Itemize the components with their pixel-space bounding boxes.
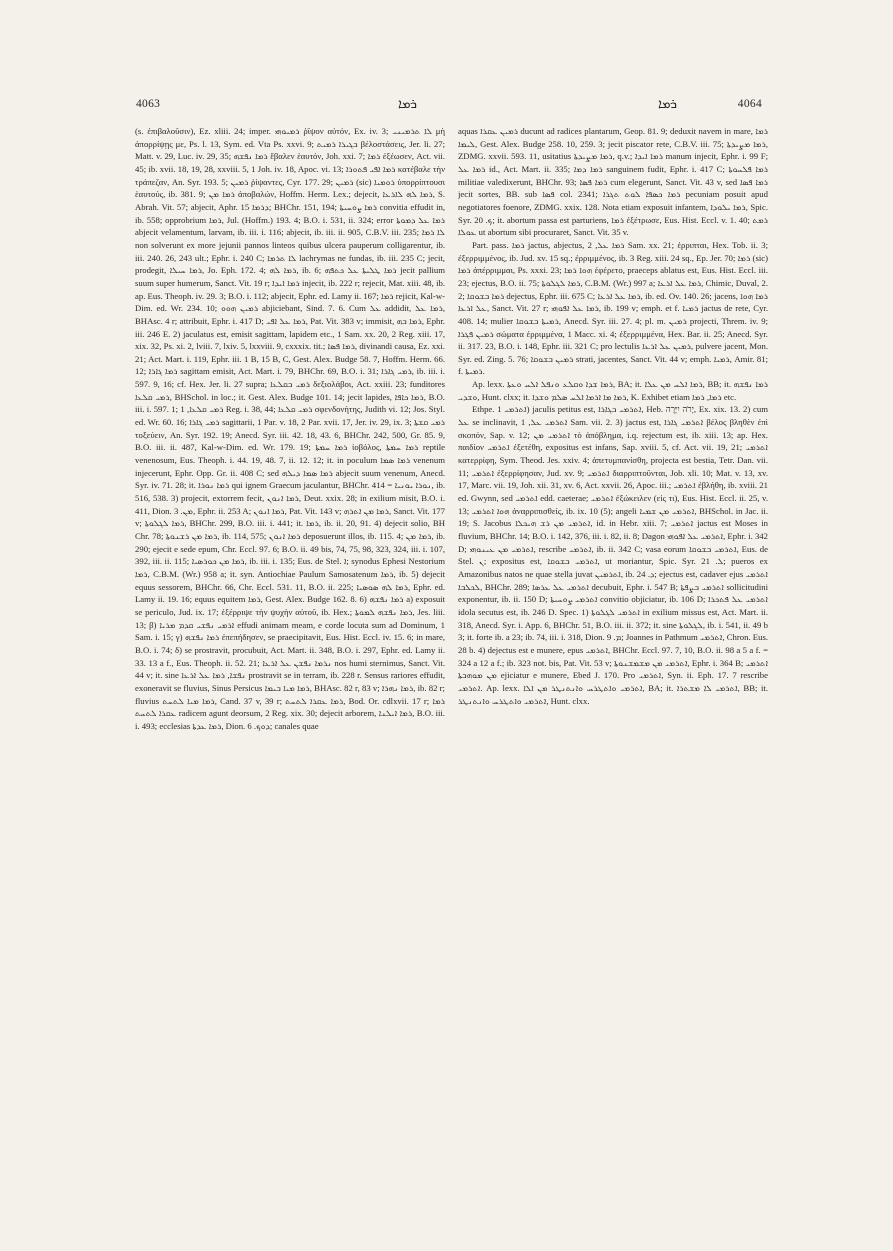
right-paragraph-1: aquas ܪܡܝܢ ܥܩܪܐ ducunt ad radices plantarum, Geop. 81. 9; deduxit navem in mare, ܪܡܐ ܠܝܡܐ, Gest. Alex. Budge 258. 10, 259. 3; jecit piscator rete, C.B.V. iii. 75; ܪܡܐ ܡܨܝܕܬܐ, ZDMG. xxvii. 593. 11, usitatius ܪܡܐ ܡܨܝܕܬܐ, q.v.; ܪܡܐ ܐܝܕܐ manum injecit, Ephr. i. 99 F; ܪܡܐ ܥܠ id., Act. Mart. ii. 335; ܪܡܐ ܕܡܐ sanguinem fudit, Ephr. i. 417 C; ܪܡܐ ܦܠܚܘܬܐ militiae valedixerunt, BHChr. 93; ܪܡܐ ܦܣܐ cum elegerunt, Sanct. Vit. 43 v, sed ܪܡܐ ܦܣܐ jecit sortes, BB. sub ܦܣܐ col. 2341; ܪܡܐ ܟܣܦܐ ܠܘܬ ܬܓܪܐ pecuniam posuit apud negotiatores foenore, ZDMG. xxix. 128. Nota etiam exposuit infantem, ܪܡܐ ܝܠܘܕܐ, Spic. Syr. ܟ. 20; it. abortum passa est parturiens, ܪܡܐ ἐξέτρωσε, Eus. Hist. Eccl. v. 1. 40; ܪܡܬ ܥܘܠܐ ut abortum sibi procuraret, Sanct. Vit. 35 v. bbox=[458, 126, 768, 238]
left-column bbox=[135, 125, 445, 1170]
right-paragraph-4: Ethpe. ܐܬܪܡܝ 1) jaculis petitus est, ܐܬܪܡܝ ܒܓܐܪܐ, Heb. יָרֹה יִיָּרֶה, Ex. xix. 13. 2) cum ܥܠ se inclinavit, ܐܬܪܡܝ ܥܠ, 1 Sam. vii. 2. 3) jactus est, ܐܬܪܡܝ ܓܐܪܐ βέλος βληθὲν ἐπὶ σκοπόν, Sap. v. 12; ܐܬܪܡܝ ܡܢ τὸ ἀπόβλημα, i.q. rejectum est, ib. xiii. 13; ap. Hex. παιδίον ܐܬܪܡܝ ἐξετέθη, expositus est infans, Sap. xviii. 5, cf. Act. vii. 19, 21; ܐܬܪܡܝ κατερρίφη, Sym. Theod. Jes. xxiv. 4; ἀπετυμπανίσθη, projecta est bestia, Tetr. Dan. vii. 11; ܐܬܪܡܝ ἐξερρίφησαν, Jud. xv. 9; ܐܬܪܡܝ διαρριπτοῦνται, Job. xli. 10; Mat. v. 13, xv. 17, Marc. vii. 19, Joh. xii. 31, xv. 6, Act. xxvii. 26, Apoc. iii.; ܐܬܪܡܝ ἐβλήθη, ib. xviii. 21 ed. Gwynn, sed ܐܬܪܡܝ edd. caeterae; ܐܬܪܡܝ ἐξώκειλεν (εἰς τι), Eus. Hist. Eccl. ii. 25, v. 13; ܗܘܐ ܐܬܪܡܝ ἀναρριπισθείς, ib. ix. 10 (5); angeli ܐܬܪܡܝ ܡܢ ܫܡܝܐ, BHSchol. in Jac. ii. 19; S. Jacobus ܐܬܪܡܝ ܡܢ ܪܫ ܗܝܟܠܐ, id. in Hebr. xiii. 7; ܐܬܪܡܝ jactus est Moses in fluvium, BHChr. 14; B.O. i. 142, 376, iii. i. 82, ii. 8; Dagon ܐܬܪܡܝ ܥܠ ܐܦܘܗܝ, Ephr. i. 342 D; ܐܬܪܡܝ ܡܢ ܥܝܢܘܗܝ, rescribe ܐܬܪܡܝ, ib. ii. 342 C; vasa eorum ܐܬܪܡܝ ܒܫܘܩܐ, Eus. de Stel. ܢ; expositus est, ܐܬܪܡܝ ܒܫܘܩܐ, ut moriantur, Spic. Syr. ܠ. 21; pueros ex Amazonibus natos ne quae stella juvat ܐܬܪܡܝܢ, ib. ܕ. 24; ejectus est, cadaver ejus ܐܬܪܡܝ ܠܟܠܒܐ, BHChr. 289; ܐܬܪܡܝ ܥܠ ܥܪܣܐ decubuit, Ephr. i. 547 B; ܐܬܪܡܝ ܒܨܦܬܐ sollicitudini exponentur, ib. ii. 150 D; ܐܬܪܡܝ ܨܘܚܝܬܐ convitio objiciatur, ib. 106 D; ܐܬܪܡܝ ܥܠ ܦܬܟܪܐ idola secutus est, ib. 246 D. Spec. 1) ܐܬܪܡܝ ܠܓܠܘܬܐ in exilium missus est, Act. Mart. ii. 318, Anecd. Syr. i. App. 6, BHChr. 51, B.O. iii. ii. 372; it. sine ܠܓܠܘܬܐ, ib. i. 541, ii. 49 b 3; it. forte ib. a 23; ib. 74, iii. i. 318, Dion. ܡ. 9; Joannes in Pathmum ܐܬܪܡܝ, Chron. Eus. 28 b. 4) dejectus est e munere, epus ܐܬܪܡܝ, BHChr. Eccl. 97. 7, 10, B.O. ii. 98 a 5 a f. = 324 a 12 a f.; ib. 323 not. bis, Pat. Vit. 53 v; ܐܬܪܡܝ ܡܢ ܡܫܡܫܢܘܬܐ, Ephr. i. 364 B; ܐܬܪܡܝ ܡܢ ܡܘܗܒܬܐ ejiciatur e munere, Ebed J. 170. Pro ܐܬܪܡܝ, Syn. ii. Eph. 17. 7 rescribe ܐܬܪܡܝ. Ap. lexx. ܐܬܪܡܝ ܘܐܬܛܪܚ ܘܐܢܬܢܛܪ ܡܢ ܐܠܐ, BA; it. ܐܬܪܡܝ ܠܐ ܡܫܬܪܐ, BB; it. ܐܬܪܡܝ ܘܐܬܛܪܚ ܘܐܢܬܢܛܪ, Hunt. clxx. bbox=[458, 404, 768, 706]
page-number-right: 4064 bbox=[737, 98, 762, 110]
right-paragraph-2: Part. pass. ܪܡܐ jactus, abjectus, ܪܡܐ ܥܠ, 2 Sam. xx. 21; ἐρριπται, Hex. Tob. ii. 3; ἐξερριμμένος, ib. Jud. xv. 15 sq.; ἐρριμμένος, ib. 3 Reg. xiii. 24 sq., Ep. Jer. 70; ܪܡܐ (sic) ܪܡܐ ἀπέρριμμαι, Ps. xxxi. 23; ܗܘܐ ܪܡܐ ἐφέρετο, praeceps ablatus est, Eus. Hist. Eccl. iii. 23; ejectus, B.O. ii. 75; ܪܡܐ ܠܓܠܘܬܐ, C.B.M. (Wr.) 997 a; ܪܡܐ ܥܠ ܐܪܥܐ, Chimic, Duval, 2. 2; ܪܡܐ ܒܫܘܩܐ dejectus, Ephr. iii. 675 C; ܪܡܐ ܥܠ ܐܪܥܐ, ib. ed. Ov. 140. 26; jacens, ܪܡܐ ܗܘܐ ܥܠ ܐܪܥܐ, Sanct. Vit. 27 r; ܪܡܐ ܥܠ ܐܦܘܗܝ, ib. 199 v; emph. et f. ܪܡܝܐ jactus de rete, Cyr. 408. 14; mulier ܪܡܝܬܐ ܒܫܘܩܐ, Anecd. Syr. iii. 27. 4; pl. m. ܪܡܝܢ projecti, Threm. iv. 9; ܪܡܝܢ ܦܓܪܐ σώματα ἐρριμμένα, 1 Macc. xi. 4; ἐξερριμμένα, Hex. Bar. ii. 25; Anecd. Syr. ii. 317. 23, B.O. i. 148, Ephr. iii. 321 C; pro lectulis ܪܡܝܢ ܥܠ ܐܪܥܐ, pulvere jacent, Mon. Syr. ed. Zing. 5. 76; ܪܡܝܢ ܒܫܘܩܐ strati, jacentes, Sanct. Vit. 44 v; emph. ܪܡܝܐ, Amir. 81; f. ܪܡܝܬܐ. bbox=[458, 239, 768, 377]
headword-right: ܪ݀ܡܐ bbox=[658, 96, 677, 111]
running-header bbox=[136, 94, 762, 114]
headword-left: ܪ݀ܡܐ bbox=[398, 96, 417, 111]
right-paragraph-3: Ap. lexx. ܪܡܐ ܫܕܐ ܘܩܠܥ ܘܢܦܠ ܐܠܚ ܘܥܬܐ, BA; it. ܪܡܐ ܐܠܚ ܡܢ ܥܠܐ, BB; it. ܪܡܐ ܢܦܫܗ ܘܫܕܝ, Hunt. clxx; it. ܪܡܐ ܡܐ ܐܪܡܐ ܐܠܚ ܣܠܡ ܘܫܕܐ, K. Exhibet etiam ܪܡܐ, ܪܡܐ etc. bbox=[458, 379, 768, 402]
left-paragraph-1: (s. ἐπιβαλοῦσιν), Ez. xliii. 24; imper. ܪܡܝܘܗܝ ῥῖψον αὐτόν, Ex. iv. 3; ܠܐ ܬܪܡܝܢܝ μὴ ἀπορρίψῃς με, Ps. l. 13, Sym. ed. Vta Ps. xxvi. 9; ܒܓܝܪܐ ܪܡܝܬ βέλοστάσεις, Jer. li. 27; Matt. v. 29, Luc. iv. 29, 35; ܪܡܐ ܢܦܫܗ ἔβαλεν ἑαυτόν, Joh. xxi. 7; ܪܡܐ ἐξέωσεν, Act. vii. 45; ib. xvii. 18, 19, 28, xxviii. 5, 1 Joh. iv. 18, Apoc. vi. 13; ܪܡܐ ܐܦܝ ܦܬܘܪܐ κατέβαλε τὴν τράπεζαν, An. Syr. 193. 5; ܪܡܝܢ ῥίψαντες, Cyr. 177. 29; ܪܡܝܢ (sic) ܪܘܡܝܐ ὑπορρίπτουσι ἑαυτούς, ib. 381. 9; ܪܡܐ ܡܢ ἀποβαλών, Hoffm. Herm. Lex.; dejecit, ܪܡܐ ܠܗ ܠܐܪܥܐ, S. Abrah. Vit. 57; abjecit, Aphr. ܕܪܡܐ 15; BHChr. 151, 194; ܪܡܐ ܨܘܚܝܬܐ convitia effudit in, ib. 558; opprobrium ܪܡܐ, Jul. (Hoffm.) 193. 4; B.O. i. 531, ii. 324; error ܪܡܐ ܥܠ ܕܡܘܬܐ abjecit velamentum, larvam, ib. iii. i. 116; abjecit, ib. iii. ii. 905, C.B.V. iii. 235; ܠܐ ܪܡܐ non solverunt ex more jejunii pannos linteos quibus ulcera pauperum colligarentur, ib. iii. 240. 26, 243 ult.; Ephr. i. 240 C; ܠܐ ܬܪܡܐ lachrymas ne fundas, ib. iii. 235 C; jecit, prodegit, ܪܡܐ ܚܝܠܐ, Jo. Eph. 172. 4; ܪܡܐ ܠܗ, ib. 6; ܪܡܐ ܛܠܝܬܐ ܥܠ ܟܬܦܗ jecit pallium suum super humerum, Sanct. Vit. 19 r; ܪܡܐ ܐܝܕܐ injecit, ib. 222 r; rejecit, Mat. xiii. 48, ib. ap. Eus. Theoph. iv. 29. 3; B.O. i. 112; abjecit, Ephr. ed. Lamy ii. 167; ܪܡܐ rejicit, Kal-w-Dim. ed. Wr. 234. 10; ܪܡܝܢ ܗܘܘ abjiciebant, Sind. 7. 6. Cum ܥܠ addidit, ܪܡܐ ܥܠ, BHAsc. 4 r; attribuit, Ephr. i. 417 D; ܪܡܐ ܥܠ ܐܦܝ, Pat. Vit. 383 v; immisit, ܪܡܐ ܒܗ, Ephr. iii. 246 E. 2) jaculatus est, emisit sagittam, lapidem etc., 1 Sam. xx. 20, 2 Reg. xiii. 17, xix. 32, Ps. xi. 2, lviii. 7, lxiv. 5, lxxviii. 9, cxxxix. tit.; ܪܡܐ ܦܣܐ, divinandi causa, Ez. xxi. 21; Act. Mart. i. 119, Ephr. iii. 1 B, 15 B, C, Gest. Alex. Budge 58. 7, Hoffm. Herm. 66. 12; ܪܡܐ ܓܐܪܐ sagittam emisit, Act. Mart. i. 79, BHChr. 69, B.O. i. 31; ܪܡܝ ܓܐܪܐ, ib. iii. i. 597. 9, 16; cf. Hex. Jer. li. 27 supra; ܪܡܝ ܒܩܠܥܐ δεξιολάβοι, Act. xxiii. 23; funditores ܪܡܝ ܩܠܥܐ, BHSchol. in loc.; it. Gest. Alex. Budge 101. 14; jecit lapides, ܪܡܐ ܟܐܦܐ, B.O. iii. i. 597. 1; ܪܡܝ ܩܠܥܐ, 1 Reg. i. 38, 44; ܪܡܝ ܩܠܥܐ σφενδονήτης, Judith vi. 12; Jos. Styl. ed. Wr. 60. 16; ܪܡܝ ܓܐܪܐ sagittarii, 1 Par. v. 18, 2 Par. xvii. 17, Jer. iv. 29, ix. 3; ܪܡܝ ܩܫܬܐ τοξεύειν, An. Syr. 192. 19; Anecd. Syr. iii. 42. 18, 43. 6, BHChr. 242, 500, Gr. 85. 9, B.O. iii. ii. 487, Kal-w-Dim. ed. Wr. 179. 19; ܪܡܐ ܚܡܬܐ ἰοβόλος, ܪܡܐ ܚܡܬܐ reptile venenosum, Eus. Theoph. i. 44. 19, 48. 7, ii. 12. 12; it. in poculum ܪܡܐ ܣܡܐ venenum injecerunt, Ephr. Opp. Gr. ii. 408 C; sed ܪܡܐ ܣܡܐ ܕܝܠܗ abjecit suum venenum, Anecd. Syr. iv. 71. 28; it. ܪܡܐ ܢܘܪܐ qui ignem Graecum jaculantur, BHChr. 414 = ܢܘܪܐ ܝܘܢܝܐ, ib. 516, 538. 3) projecit, extorrem fecit, ܪܡܐ ܐܢܘܢ, Deut. xxix. 28; in exilium misit, B.O. i. 411, Dion. ܡܢ. 3, Ephr. ii. 253 A; ܪܡܐ ܐܢܘܢ, Pat. Vit. 143 v; ܪܡܐ ܡܢ ܐܬܪܗ, Sanct. Vit. 177 v; ܪܡܐ ܠܓܠܘܬܐ, BHChr. 299, B.O. iii. i. 441; it. ܪܡܐ, ib. ii. 20, 91. 4) dejecit solio, BH Chr. 78; ܪܡܐ ܡܢ ܪܫܢܘܬܐ, ib. 114, 575; ܪܡܐ ܐܢܘܢ deposuerunt illos, ib. 115. 4; ܪܡܐ ܡܢ, ib. 290; ejecit e sede epum, Chr. Eccl. 97. 6; B.O. ii. 49 bis, 74, 75, 98, 323, 324, iii. i. 107, 392, iii. ii. 115; ܪܡܐ ܡܢ ܟܘܪܣܝܐ, ib. iii. i. 135; Eus. de Stel. ܐ; synodus Ephesi Nestorium ܪܡܐ, C.B.M. (Wr.) 958 a; it. syn. Antiochiae Paulum Samosatenum ܪܡܐ, ib. 5) dejecit equus sessorem, BHChr. 66, Chr. Eccl. 531. 11, B.O. ii. 225; ܪܡܐ ܠܗ ܣܘܣܝܐ, Ephr. ed. Lamy ii. 19. 16; equus equitem ܪܡܐ, Gest. Alex. Budge 162. 8. 6) ܪܡܐ ܢܦܫܗ a) exposuit se periculo, Jud. ix. 17; ἐξέρριψε τὴν ψυχὴν αὐτοῦ, ib. Hex.; ܪܡܐ ܢܦܫܗ ܠܡܘܬܐ, Jes. liii. 13; β) ܐܪܡܝ ܢܦܫܝ ܩܕܡ ܡܪܝܐ effudi animam meam, e corde locuta sum ad Dominum, 1 Sam. i. 15; γ) ܪܡܐ ܢܦܫܗ ἐπεπήδησεν, se praecipitavit, Eus. Hist. Eccl. iv. 15. 6; in mare, B.O. i. 74; δ) se prostravit, procubuit, Act. Mart. ii. 348, B.O. i. 297, Ephr. ed. Lamy ii. 33. 13 a f., Eus. Theoph. ii. 52. 21; ܢܪܡܐ ܢܦܫܢ ܥܠ ܐܪܥܐ nos humi sternimus, Sanct. Vit. 44 v; it. sine ܢܦܫܐ, ܪܡܐ ܥܠ ܐܪܥܐ prostravit se in terram, ib. 228 r. Sensus rariores effudit, exoneravit se fluvius, Sinus Persicus ܪܡܐ ܡܝܐ ܒܝܡܐ, BHAsc. 82 r, 83 v; ܪܡܐ ܢܗܪܐ, ib. 82 r; fluvius ܪܡܐ ܡܝܐ ܠܬܚܬ, Cand. 37 v, 39 r; ܪܡܐ ܥܩܪܐ ܠܬܚܬ, Bod. Or. cdlxvii. 17 r; ܪܡܐ ܥܩܪܐ ܠܬܚܬ radicem agunt deorsum, 2 Reg. xix. 30; dejecit arborem, ܪܡܐ ܐܝܠܢܐ, B.O. iii. i. 493; ecclesias ܪܡܐ ܥܕܬܐ, Dion. ܕܘܟ. 6; canales quae bbox=[135, 126, 445, 731]
page-number-left: 4063 bbox=[136, 98, 161, 110]
right-column bbox=[458, 125, 768, 1170]
